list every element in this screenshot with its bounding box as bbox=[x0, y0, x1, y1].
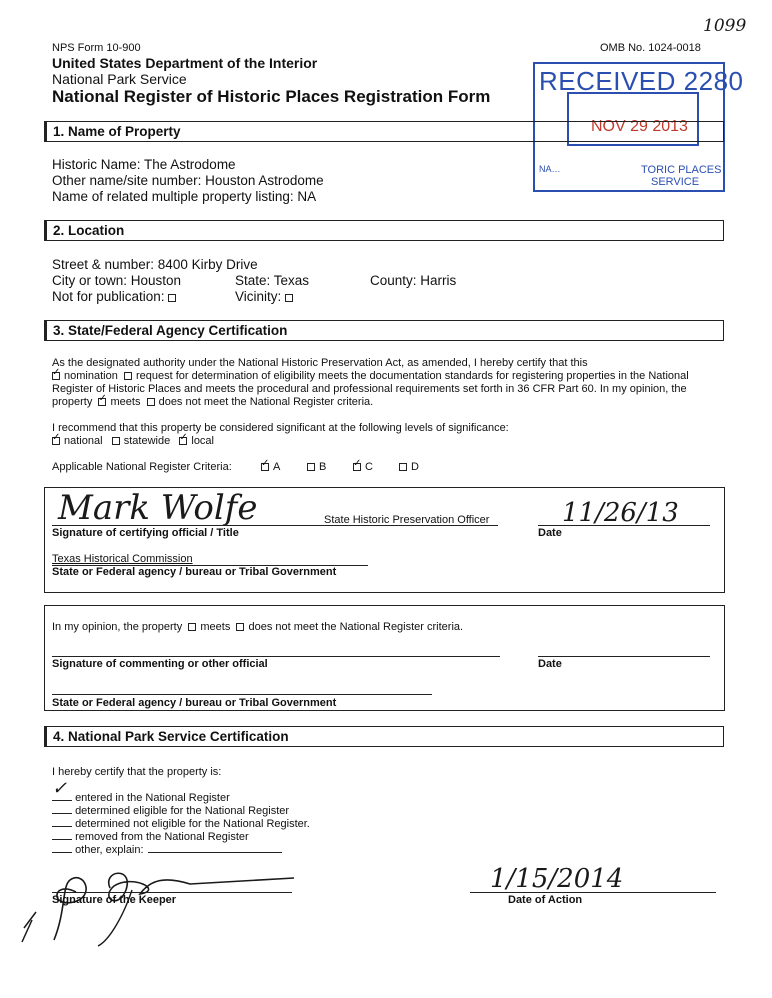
option-1-label: entered in the National Register bbox=[75, 792, 230, 804]
not-for-publication-label: Not for publication: bbox=[52, 289, 165, 304]
entered-checkmark: ✓ bbox=[52, 778, 68, 799]
keeper-option-2 bbox=[52, 805, 289, 817]
omb-number: OMB No. 1024-0018 bbox=[600, 42, 701, 54]
date-of-action-label: Date of Action bbox=[508, 894, 583, 906]
commenting-date-line bbox=[538, 656, 710, 657]
national-checkbox[interactable] bbox=[52, 437, 60, 445]
cert-paragraph-line2 bbox=[52, 370, 689, 382]
commenting-agency-label: State or Federal agency / bureau or Tribal Government bbox=[52, 697, 337, 709]
meets-checkbox[interactable] bbox=[98, 398, 106, 406]
significance-levels bbox=[52, 435, 214, 447]
date-of-action-line bbox=[470, 892, 716, 893]
date-line bbox=[538, 525, 710, 526]
stamp-line1: NA… bbox=[539, 164, 561, 174]
agency-name: National Park Service bbox=[52, 71, 187, 87]
local-checkbox[interactable] bbox=[179, 437, 187, 445]
agency-label: State or Federal agency / bureau or Tribal Government bbox=[52, 566, 337, 578]
page-title: National Register of Historic Places Registration Form bbox=[52, 87, 491, 106]
vicinity-label: Vicinity: bbox=[235, 289, 282, 304]
form-number: NPS Form 10-900 bbox=[52, 42, 141, 54]
does-not-meet-label: does not meet the National Register criteria. bbox=[158, 396, 374, 408]
statewide-checkbox[interactable] bbox=[112, 437, 120, 445]
stamp-line2: TORIC PLACES bbox=[641, 164, 722, 176]
national-label: national bbox=[64, 435, 103, 447]
cert-paragraph-line4 bbox=[52, 396, 373, 408]
option-4-label: removed from the National Register bbox=[75, 831, 249, 843]
cert-paragraph-line1: As the designated authority under the National Historic Preservation Act, as amended, I hereby certify that this bbox=[52, 357, 588, 369]
keeper-signature-label: Signature of the Keeper bbox=[52, 894, 177, 906]
local-label: local bbox=[191, 435, 214, 447]
stamp-line3: SERVICE bbox=[651, 176, 700, 188]
keeper-option-3 bbox=[52, 818, 310, 830]
vicinity-checkbox[interactable] bbox=[285, 294, 293, 302]
nomination-checkbox[interactable] bbox=[52, 372, 60, 380]
opinion-does-not-meet-checkbox[interactable] bbox=[236, 623, 244, 631]
section-1-header bbox=[44, 121, 724, 142]
request-checkbox[interactable] bbox=[124, 372, 132, 380]
criteria-c-checkbox[interactable] bbox=[353, 463, 361, 471]
criteria-d-label: D bbox=[411, 461, 419, 473]
opinion-meets-label: meets bbox=[200, 621, 231, 633]
criteria-b-checkbox[interactable] bbox=[307, 463, 315, 471]
stamp-received-text: RECEIVED 2280 bbox=[539, 66, 744, 96]
opinion-does-not-meet-label: does not meet the National Register criteria. bbox=[248, 621, 464, 633]
section-4-title: 4. National Park Service Certification bbox=[53, 729, 289, 744]
blank-line bbox=[52, 826, 72, 827]
criteria-d bbox=[399, 461, 419, 473]
related-listing: Name of related multiple property listing: NA bbox=[52, 189, 317, 204]
keeper-intro: I hereby certify that the property is: bbox=[52, 766, 222, 778]
opinion-text bbox=[52, 621, 463, 633]
significance-paragraph: I recommend that this property be considered significant at the following levels of significance: bbox=[52, 422, 509, 434]
signature-line bbox=[52, 525, 498, 526]
does-not-meet-checkbox[interactable] bbox=[147, 398, 155, 406]
section-3-title: 3. State/Federal Agency Certification bbox=[53, 323, 288, 338]
city: City or town: Houston bbox=[52, 273, 182, 288]
county: County: Harris bbox=[370, 273, 457, 288]
commenting-signature-line bbox=[52, 656, 500, 657]
cert-paragraph-line3: Register of Historic Places and meets the procedural and professional requirements set forth in 36 CFR Part 60. In my opinion, the bbox=[52, 383, 687, 395]
criteria-a-label: A bbox=[273, 461, 281, 473]
opinion-text-prefix: In my opinion, the property bbox=[52, 621, 183, 633]
certifying-signature: Mark Wolfe bbox=[58, 488, 258, 528]
criteria-b bbox=[307, 461, 326, 473]
keeper-signature-line bbox=[52, 892, 292, 893]
meets-label: meets bbox=[110, 396, 141, 408]
criteria-a bbox=[261, 461, 280, 473]
option-5-label: other, explain: bbox=[75, 844, 144, 856]
statewide-label: statewide bbox=[123, 435, 171, 447]
agency-name-value: Texas Historical Commission bbox=[52, 553, 193, 565]
criteria-label: Applicable National Register Criteria: bbox=[52, 461, 232, 473]
property-label: property bbox=[52, 396, 93, 408]
section-2-header bbox=[44, 220, 724, 241]
handwritten-page-number: 1099 bbox=[703, 16, 747, 36]
section-4-header bbox=[44, 726, 724, 747]
blank-line bbox=[52, 813, 72, 814]
section-3-header bbox=[44, 320, 724, 341]
commenting-signature-label: Signature of commenting or other official bbox=[52, 658, 268, 670]
nomination-label: nomination bbox=[64, 370, 118, 382]
state: State: Texas bbox=[235, 273, 310, 288]
certifying-date: 11/26/13 bbox=[562, 498, 679, 528]
officer-title: State Historic Preservation Officer bbox=[324, 514, 490, 526]
option-3-label: determined not eligible for the National Register. bbox=[75, 818, 310, 830]
section-2-title: 2. Location bbox=[53, 223, 125, 238]
blank-line bbox=[52, 839, 72, 840]
criteria-d-checkbox[interactable] bbox=[399, 463, 407, 471]
request-label: request for determination of eligibility meets the documentation standards for registering properties in the National bbox=[135, 370, 689, 382]
criteria-a-checkbox[interactable] bbox=[261, 463, 269, 471]
commenting-date-label: Date bbox=[538, 658, 562, 670]
blank-line bbox=[52, 800, 72, 801]
signature-label: Signature of certifying official / Title bbox=[52, 527, 239, 539]
historic-name: Historic Name: The Astrodome bbox=[52, 157, 236, 172]
criteria-b-label: B bbox=[319, 461, 327, 473]
date-of-action-handwritten: 1/15/2014 bbox=[490, 864, 624, 894]
date-label: Date bbox=[538, 527, 562, 539]
not-for-publication bbox=[52, 289, 180, 304]
vicinity bbox=[235, 289, 297, 304]
opinion-meets-checkbox[interactable] bbox=[188, 623, 196, 631]
section-1-title: 1. Name of Property bbox=[53, 124, 181, 139]
street-address: Street & number: 8400 Kirby Drive bbox=[52, 257, 258, 272]
keeper-option-1 bbox=[52, 792, 230, 804]
keeper-option-4 bbox=[52, 831, 249, 843]
option-2-label: determined eligible for the National Register bbox=[75, 805, 290, 817]
commenting-agency-line bbox=[52, 694, 432, 695]
criteria-c-label: C bbox=[365, 461, 373, 473]
other-name: Other name/site number: Houston Astrodome bbox=[52, 173, 324, 188]
not-for-publication-checkbox[interactable] bbox=[168, 294, 176, 302]
department-name: United States Department of the Interior bbox=[52, 55, 318, 71]
stamp-date: NOV 29 2013 bbox=[591, 118, 688, 135]
criteria-c bbox=[353, 461, 373, 473]
